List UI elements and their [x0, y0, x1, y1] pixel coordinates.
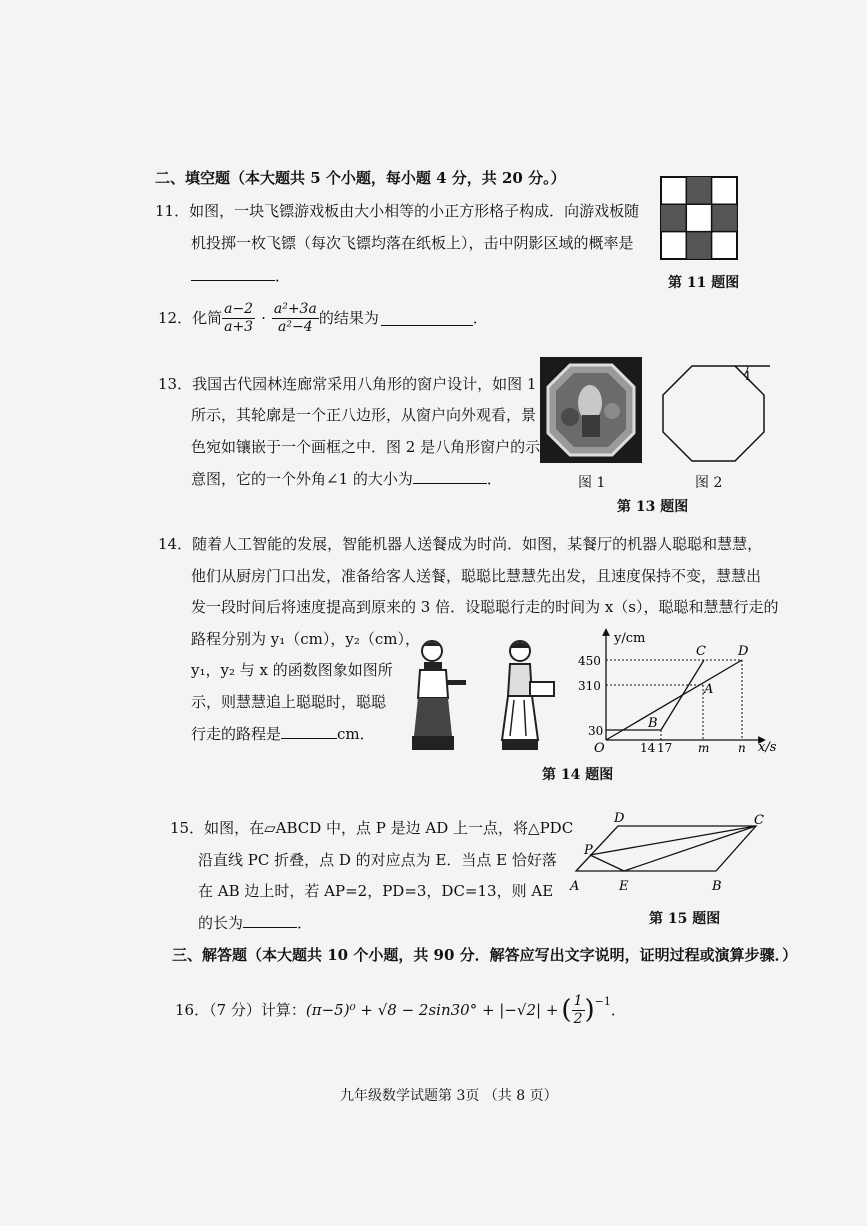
graph-point-a: A [704, 682, 714, 697]
q15-point-c: C [754, 813, 764, 828]
q16-expression: (π−5)⁰ + √8 − 2sin30° + |−√2| + [305, 1001, 559, 1019]
q12-frac1-denominator: a+3 [224, 318, 254, 335]
graph-point-c: C [696, 644, 706, 659]
q15-point-b: B [712, 879, 722, 894]
q13-line-3: 色宛如镶嵌于一个画框之中．图 2 是八角形窗户的示 [191, 438, 541, 456]
graph-point-d: D [738, 644, 749, 659]
q14-line-3: 发一段时间后将速度提高到原来的 3 倍．设聪聪行走的时间为 x（s），聪聪和慧慧行走的 [191, 598, 779, 616]
q13-caption: 第 13 题图 [617, 499, 689, 515]
q15-line-2: 沿直线 PC 折叠，点 D 的对应点为 E．当点 E 恰好落 [198, 851, 557, 869]
q11-caption: 第 11 题图 [668, 275, 740, 291]
q11-answer-line [191, 266, 290, 286]
q15-line-3: 在 AB 边上时，若 AP=2，PD=3，DC=13，则 AE [198, 882, 554, 900]
q12-frac2-denominator: a²−4 [278, 318, 313, 335]
q13-line-4-text: 意图，它的一个外角∠1 的大小为 [191, 470, 413, 488]
q14-line-7-text: 行走的路程是 [191, 725, 282, 743]
graph-x-tick-14: 14 [640, 741, 656, 755]
graph-x-axis-label: x/s [758, 740, 777, 755]
q13-window-photo [540, 357, 642, 463]
graph-x-tick-n: n [738, 741, 746, 755]
section-3-heading: 三、解答题（本大题共 10 个小题，共 90 分．解答应写出文字说明，证明过程或演算步骤．） [172, 946, 798, 964]
q15-point-e: E [619, 879, 629, 894]
graph-origin-label: O [594, 741, 605, 756]
q13-fig1-label: 图 1 [578, 475, 606, 491]
page-footer: 九年级数学试题第 3页 （共 8 页） [340, 1088, 558, 1104]
graph-y-tick-30: 30 [588, 724, 604, 738]
q14-unit: cm． [337, 725, 375, 743]
q12-answer-blank[interactable] [381, 311, 473, 326]
q14-line-4: 路程分别为 y₁（cm），y₂（cm）， [191, 630, 420, 648]
q14-line-6: 示，则慧慧追上聪聪时，聪聪 [191, 693, 387, 711]
q15-point-p: P [584, 843, 593, 858]
q12-suffix: 的结果为 [318, 309, 379, 327]
graph-x-tick-m: m [698, 741, 710, 755]
q15-line-4-text: 的长为 [198, 914, 244, 932]
q14-answer-blank[interactable] [281, 724, 337, 739]
q15-point-a: A [570, 879, 580, 894]
q11-line-1: 11．如图，一块飞镖游戏板由大小相等的小正方形格子构成．向游戏板随 [155, 202, 640, 220]
q14-function-graph [578, 626, 778, 758]
q16-row: 16．（7 分）计算： (π−5)⁰ + √8 − 2sin30° + |−√2| + ( $\frac{1}{2}$ ) −1 ． [175, 992, 626, 1027]
robot-congcong-illustration [408, 636, 468, 754]
q13-line-1: 13．我国古代园林连廊常采用八角形的窗户设计，如图 1 [158, 375, 537, 393]
q16-half-denominator: 2 [573, 1010, 583, 1027]
q14-line-5: y₁，y₂ 与 x 的函数图象如图所 [191, 661, 393, 679]
q16-half-numerator: 1 [573, 992, 583, 1009]
q14-caption: 第 14 题图 [542, 767, 614, 783]
graph-y-axis-label: y/cm [614, 631, 646, 646]
q15-caption: 第 15 题图 [649, 911, 721, 927]
q15-end: ． [297, 914, 313, 932]
q14-line-2: 他们从厨房门口出发，准备给客人送餐，聪聪比慧慧先出发，且速度保持不变，慧慧出 [191, 567, 762, 585]
q11-line-2: 机投掷一枚飞镖（每次飞镖均落在纸板上），击中阴影区域的概率是 [191, 234, 634, 252]
q12-end: ． [472, 309, 488, 327]
graph-y-tick-310: 310 [578, 679, 601, 693]
q14-line-7 [191, 724, 375, 744]
q13-line-2: 所示，其轮廓是一个正八边形，从窗户向外观看，景 [191, 406, 537, 424]
q14-line-1: 14．随着人工智能的发展，智能机器人送餐成为时尚．如图，某餐厅的机器人聪聪和慧慧， [158, 535, 763, 553]
q13-answer-blank[interactable] [413, 469, 487, 484]
q16-end: ． [610, 1001, 626, 1019]
q15-line-4 [198, 913, 312, 933]
q13-fig2-label: 图 2 [695, 475, 723, 491]
q13-octagon-figure [660, 360, 772, 466]
q13-line-4 [191, 469, 502, 489]
graph-x-tick-17: 17 [657, 741, 673, 755]
robot-huihui-illustration [496, 636, 560, 754]
q12-prefix: 12．化简 [158, 309, 223, 327]
q15-answer-blank[interactable] [243, 913, 297, 928]
q12-frac1-numerator: a−2 [224, 300, 254, 317]
q11-end: ． [275, 267, 291, 285]
q12-fraction-2 [272, 301, 319, 336]
q12-fraction-1 [222, 301, 255, 336]
q13-end: ． [486, 470, 502, 488]
q11-answer-blank[interactable] [191, 266, 275, 281]
graph-point-b: B [648, 716, 658, 731]
section-2-heading: 二、填空题（本大题共 5 个小题，每小题 4 分，共 20 分。） [155, 169, 566, 187]
q15-parallelogram-figure [566, 808, 772, 900]
q15-point-d: D [614, 811, 625, 826]
graph-y-tick-450: 450 [578, 654, 601, 668]
q13-angle-label: 1 [744, 369, 752, 383]
q11-dartboard-figure [660, 176, 740, 261]
q12-row [158, 298, 488, 338]
q12-dot: · [261, 309, 266, 327]
q15-line-1: 15．如图，在▱ABCD 中，点 P 是边 AD 上一点，将△PDC [170, 819, 574, 837]
q16-exponent: −1 [594, 995, 611, 1008]
q12-frac2-numerator: a²+3a [273, 300, 317, 317]
q16-half-fraction [572, 993, 585, 1028]
q16-prefix: 16．（7 分）计算： [175, 1001, 306, 1019]
